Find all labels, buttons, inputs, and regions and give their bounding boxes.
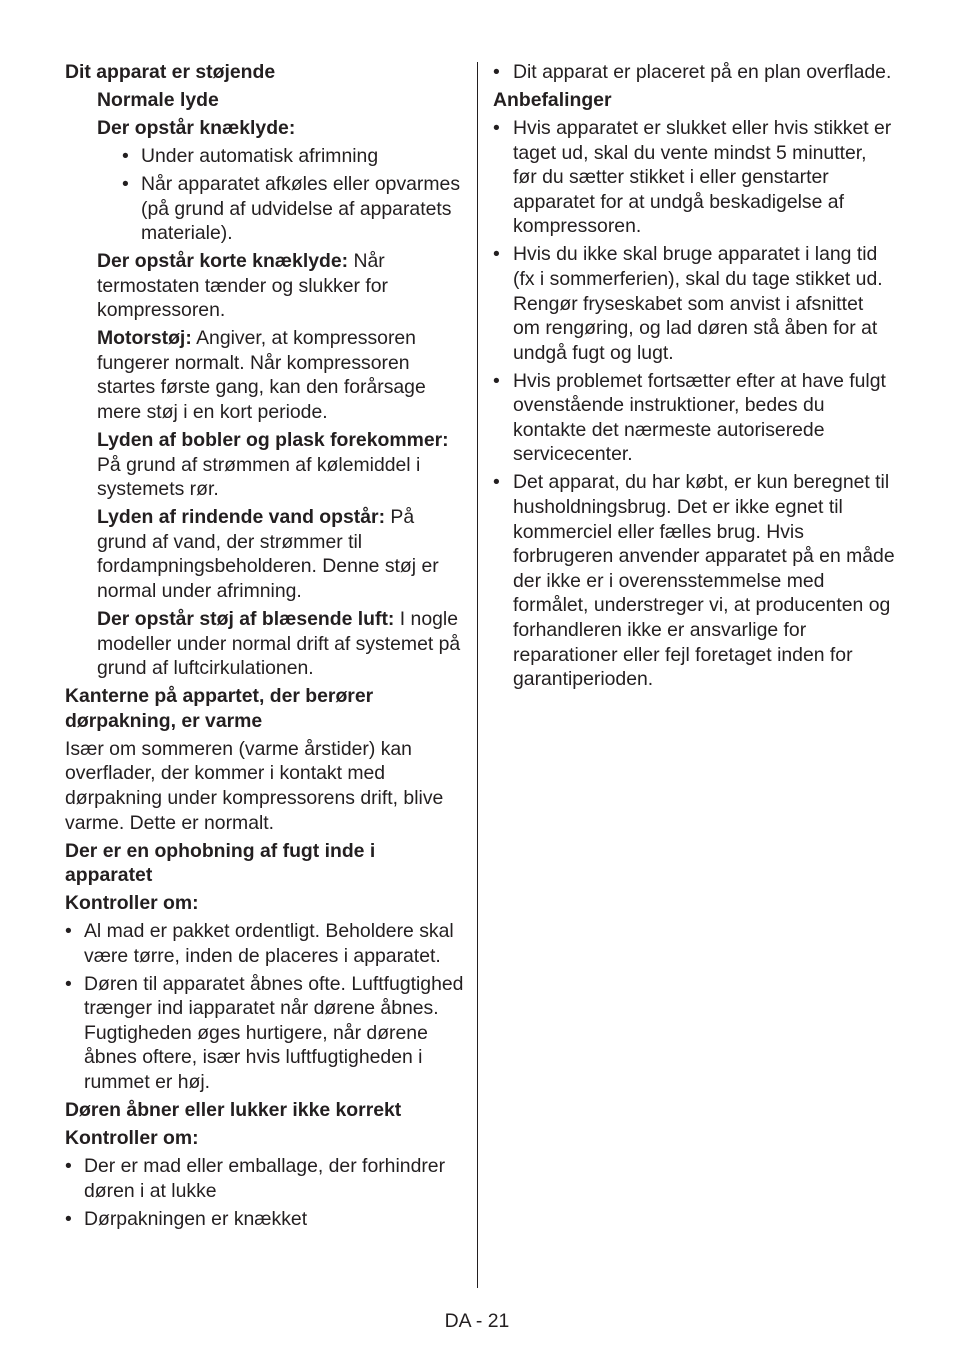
section-heading-door: Døren åbner eller lukker ikke korrekt [65,1099,402,1121]
list-item: • Når apparatet afkøles eller opvarmes (på grund af udvidelse af apparatets materiale). [122,172,461,245]
list-item: • Dit apparat er placeret på en plan overflade. [493,61,892,83]
page-number: DA - 21 [444,1310,510,1332]
crackling-list [122,144,465,246]
left-column [65,60,465,1235]
list-item: • Døren til apparatet åbnes ofte. Luftfugtighed trænger ind iapparatet når dørene åbnes. Fugtigheden øges hurtigere, når dørene åbnes oftere, især hvis luftfugtigheden i rummet er høj. [65,972,464,1094]
subheading-check-door: Kontroller om: [65,1126,199,1149]
list-item: • Al mad er pakket ordentligt. Beholdere skal være tørre, inden de placeres i apparatet. [65,920,454,967]
paragraph-bubbles: Lyden af bobler og plask forekommer: På grund af strømmen af kølemiddel i systemets rør. [97,429,449,501]
list-item: • Dørpakningen er knækket [65,1207,308,1230]
subheading-crackling: Der opstår knæklyde: [97,116,296,139]
section-heading-noise: Dit apparat er støjende [65,61,276,83]
paragraph-motor-noise: Motorstøj: Angiver, at kompressoren fungerer normalt. Når kompressoren startes første gang, kan den forårsage mere støj i en kort periode. [97,327,426,424]
subheading-check-moisture: Kontroller om: [65,892,199,915]
paragraph-warm-edges: Især om sommeren (varme årstider) kan overflader, der kommer i kontakt med dørpakning under kompressorens drift, blive varme. Dette er normalt. [65,737,444,834]
bullet: • [65,972,72,995]
column-divider [477,62,478,1288]
recommendations-list [493,116,895,692]
bullet: • [493,116,500,139]
bullet: • [65,920,72,943]
list-item: • Hvis problemet fortsætter efter at have fulgt ovenstående instruktioner, bedes du kontakte det nærmeste autoriserede servicecenter. [493,369,886,466]
bullet: • [122,172,129,195]
bullet: • [493,369,500,392]
paragraph-short-crack: Der opstår korte knæklyde: Når termostaten tænder og slukker for kompressoren. [97,250,388,322]
list-item: • Under automatisk afrimning [122,144,379,167]
section-heading-warm-edges: Kanterne på appartet, der berører dørpakning, er varme [65,685,374,732]
bullet: • [493,61,500,83]
paragraph-running-water: Lyden af rindende vand opstår: På grund af vand, der strømmer til fordampningsbeholderen. Denne støj er normal under afrimning. [97,506,439,602]
list-item: • Det apparat, du har købt, er kun beregnet til husholdningsbrug. Det er ikke egnet til kommerciel eller fælles brug. Hvis forbrugeren anvender apparatet på en måde der ikke er i overensstemmelse med formålet, understreger vi, at producenten og forhandleren ikke er ansvarlige for reparationer eller fejl foretaget inden for garantiperioden. [493,471,895,691]
list-item: • Hvis apparatet er slukket eller hvis stikket er taget ud, skal du vente mindst 5 minutter, før du sætter stikket i eller genstarter apparatet for at undgå beskadigelse af kompressoren. [493,116,892,238]
subheading-normal-sounds: Normale lyde [97,88,219,111]
bullet: • [65,1207,72,1230]
door-list [65,1154,465,1231]
paragraph-blowing-air: Der opstår støj af blæsende luft: I nogle modeller under normal drift af systemet på grund af luftcirkulationen. [97,607,461,680]
section-heading-moisture: Der er en ophobning af fugt inde i apparatet [65,839,376,887]
section-heading-recommendations: Anbefalinger [493,88,612,111]
list-item: • Hvis du ikke skal bruge apparatet i lang tid (fx i sommerferien), skal du tage stikket ud. Rengør fryseskabet som anvist i afsnittet om rengøring, og lad døren stå åben for at undgå fugt og lugt. [493,243,883,364]
moisture-list [65,919,465,1095]
bullet: • [493,243,500,266]
bullet: • [65,1154,72,1177]
bullet: • [493,471,500,494]
bullet: • [122,144,129,167]
right-column [493,60,895,695]
list-item: • Der er mad eller emballage, der forhindrer døren i at lukke [65,1154,446,1202]
placement-list [493,60,895,85]
